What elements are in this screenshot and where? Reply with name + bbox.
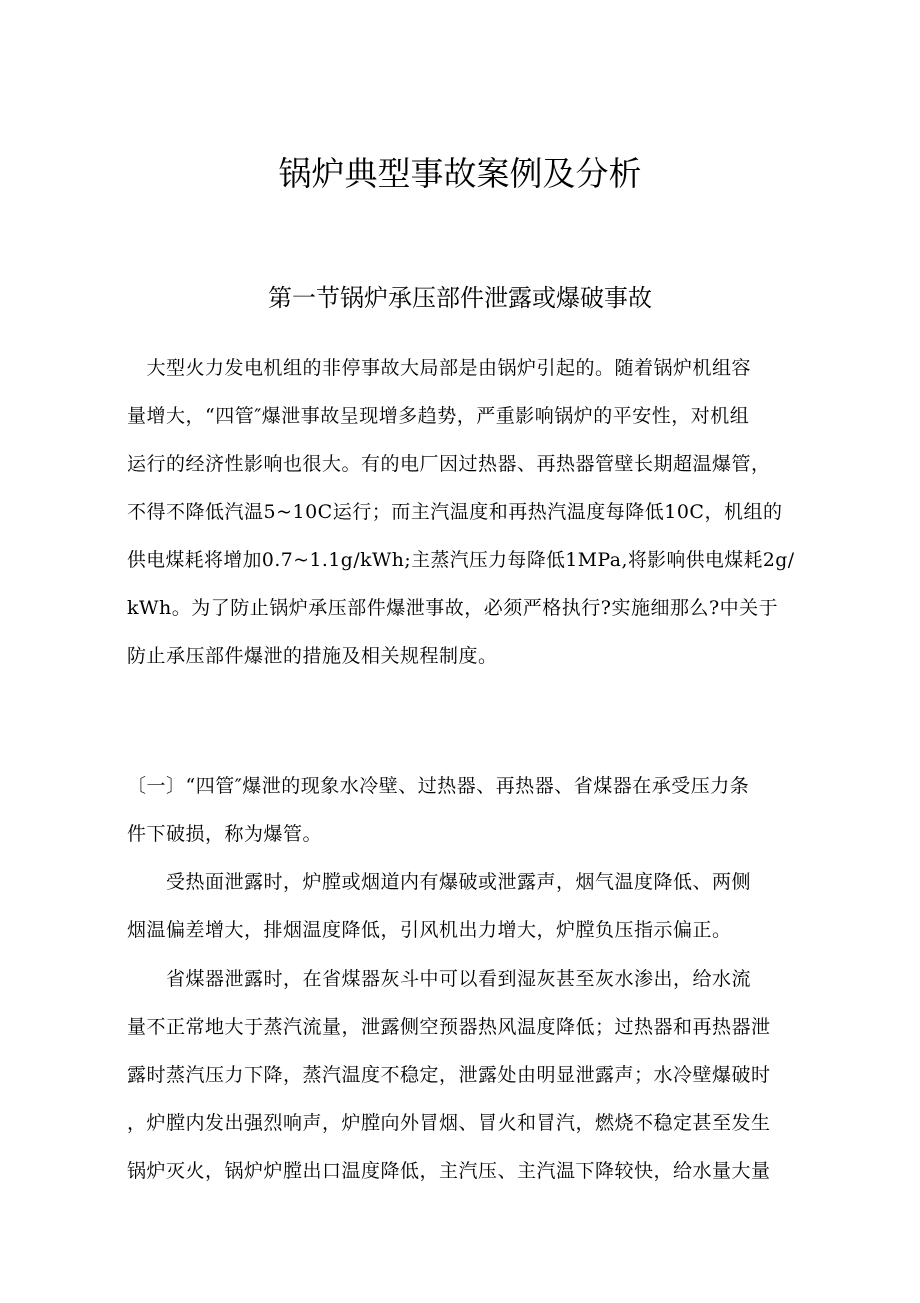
text-line: 量增大，“四管″爆泄事故呈现增多趋势，严重影响锅炉的平安性，对机组 (127, 405, 750, 427)
text-line: 省煤器泄露时，在省煤器灰斗中可以看到湿灰甚至灰水渗出，给水流 (127, 968, 752, 990)
text-line: 运行的经济性影响也很大。有的电厂因过热器、再热器管壁长期超温爆管， (127, 453, 771, 475)
text-line: 件下破损，称为爆管。 (127, 823, 323, 845)
text-line: 不得不降低汽温5~10C运行；而主汽温度和再热汽温度每降低10C，机组的 (127, 501, 783, 523)
paragraph-heating-surface (127, 858, 795, 954)
section-heading: 第一节锅炉承压部件泄露或爆破事故 (268, 284, 652, 312)
text-line: 锅炉灭火，锅炉炉膛出口温度降低，主汽压、主汽温下降较快，给水量大量 (127, 1160, 771, 1182)
text-line: 受热面泄露时，炉膛或烟道内有爆破或泄露声，烟气温度降低、两侧 (127, 871, 752, 893)
paragraph-intro (127, 344, 795, 680)
text-line: 防止承压部件爆泄的措施及相关规程制度。 (127, 645, 498, 667)
document-title: 锅炉典型事故案例及分析 (278, 154, 642, 193)
text-line: 烟温偏差增大，排烟温度降低，引风机出力增大，炉膛负压指示偏正。 (127, 919, 732, 941)
paragraph-four-tubes (127, 762, 795, 858)
text-line: 露时蒸汽压力下降，蒸汽温度不稳定，泄露处由明显泄露声；水冷壁爆破时 (127, 1064, 771, 1086)
paragraph-economizer (127, 955, 795, 1195)
text-line: 量不正常地大于蒸汽流量，泄露侧空预器热风温度降低；过热器和再热器泄 (127, 1016, 771, 1038)
text-line: 〔一〕“四管″爆泄的现象水冷壁、过热器、再热器、省煤器在承受压力条 (127, 775, 750, 797)
text-line: ，炉膛内发出强烈响声，炉膛向外冒烟、冒火和冒汽，燃烧不稳定甚至发生 (127, 1112, 771, 1134)
text-line: kWh。为了防止锅炉承压部件爆泄事故，必须严格执行?实施细那么?中关于 (127, 597, 779, 619)
text-line: 大型火力发电机组的非停事故大局部是由锅炉引起的。随着锅炉机组容 (127, 357, 752, 379)
text-line: 供电煤耗将增加0.7~1.1g/kWh;主蒸汽压力每降低1MPa,将影响供电煤耗2g/ (127, 549, 795, 571)
